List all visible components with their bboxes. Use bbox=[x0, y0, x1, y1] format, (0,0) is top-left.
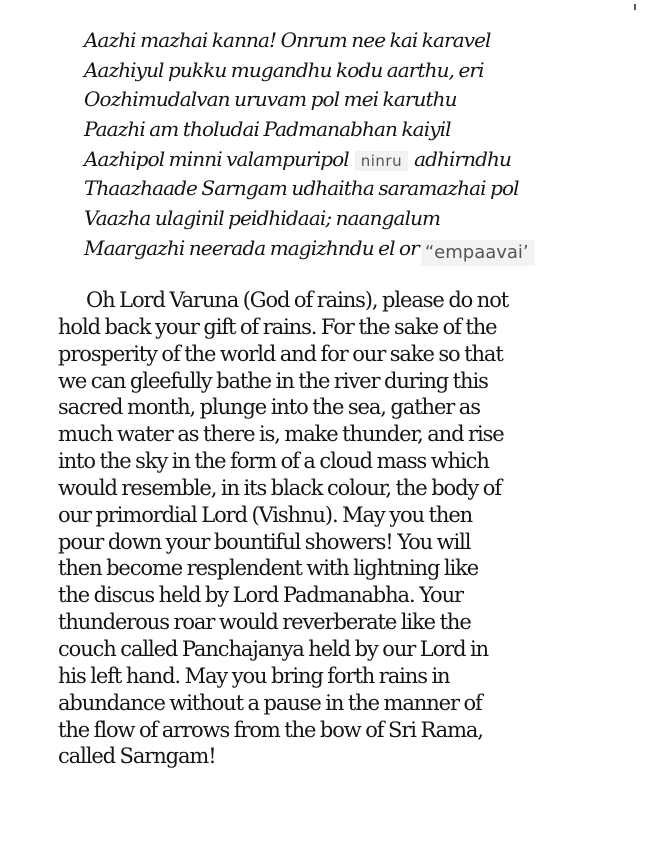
translation-line-14: couch called Panchajanya held by our Lord in bbox=[58, 636, 489, 661]
english-translation-paragraph bbox=[58, 287, 648, 770]
verse-line-1: Aazhi mazhai kanna! Onrum nee kai karavel bbox=[84, 28, 491, 52]
translation-line-16: abundance without a pause in the manner of bbox=[58, 690, 482, 715]
verse-line-3: Oozhimudalvan uruvam pol mei karuthu bbox=[84, 87, 457, 112]
translation-line-9: our primordial Lord (Vishnu). May you then bbox=[58, 502, 473, 527]
verse-line-8-text: Maargazhi neerada magizhndu el or bbox=[84, 235, 419, 260]
translation-line-7: into the sky in the form of a cloud mass which bbox=[58, 449, 489, 474]
tamil-verse-transliteration bbox=[84, 26, 644, 264]
verse-line-5-tail: adhirndhu bbox=[414, 146, 512, 171]
verse-inserted-word-empaavai: “empaavai’ bbox=[421, 240, 535, 266]
translation-line-4: we can gleefully bathe in the river during this bbox=[58, 368, 488, 393]
translation-line-11: then become resplendent with lightning like bbox=[58, 556, 479, 581]
translation-line-10: pour down your bountiful showers! You will bbox=[58, 529, 471, 554]
verse-line-2: Aazhiyul pukku mugandhu kodu aarthu, eri bbox=[84, 57, 484, 82]
verse-line-7: Vaazha ulaginil peidhidaai; naangalum bbox=[84, 206, 441, 231]
verse-line-5 bbox=[84, 145, 644, 175]
verse-inserted-word-ninru: ninru bbox=[355, 151, 408, 171]
translation-line-8: would resemble, in its black colour, the body of bbox=[58, 475, 501, 500]
verse-line-8 bbox=[84, 234, 644, 264]
verse-line-4: Paazhi am tholudai Padmanabhan kaiyil bbox=[84, 117, 451, 142]
translation-line-17: the flow of arrows from the bow of Sri Rama, bbox=[58, 717, 483, 742]
translation-line-3: prosperity of the world and for our sake so that bbox=[58, 341, 503, 366]
scan-mark bbox=[634, 4, 636, 10]
translation-line-18: called Sarngam! bbox=[58, 744, 216, 769]
translation-line-2: hold back your gift of rains. For the sake of the bbox=[58, 314, 497, 339]
verse-line-5-text: Aazhipol minni valampuripol bbox=[84, 146, 349, 171]
translation-line-13: thunderous roar would reverberate like the bbox=[58, 610, 471, 635]
translation-line-5: sacred month, plunge into the sea, gather as bbox=[58, 395, 480, 420]
verse-line-6: Thaazhaade Sarngam udhaitha saramazhai pol bbox=[84, 176, 519, 201]
translation-line-12: the discus held by Lord Padmanabha. Your bbox=[58, 583, 463, 608]
translation-line-15: his left hand. May you bring forth rains in bbox=[58, 663, 450, 688]
translation-line-1: Oh Lord Varuna (God of rains), please do not bbox=[86, 288, 509, 312]
translation-line-6: much water as there is, make thunder, and rise bbox=[58, 422, 504, 447]
